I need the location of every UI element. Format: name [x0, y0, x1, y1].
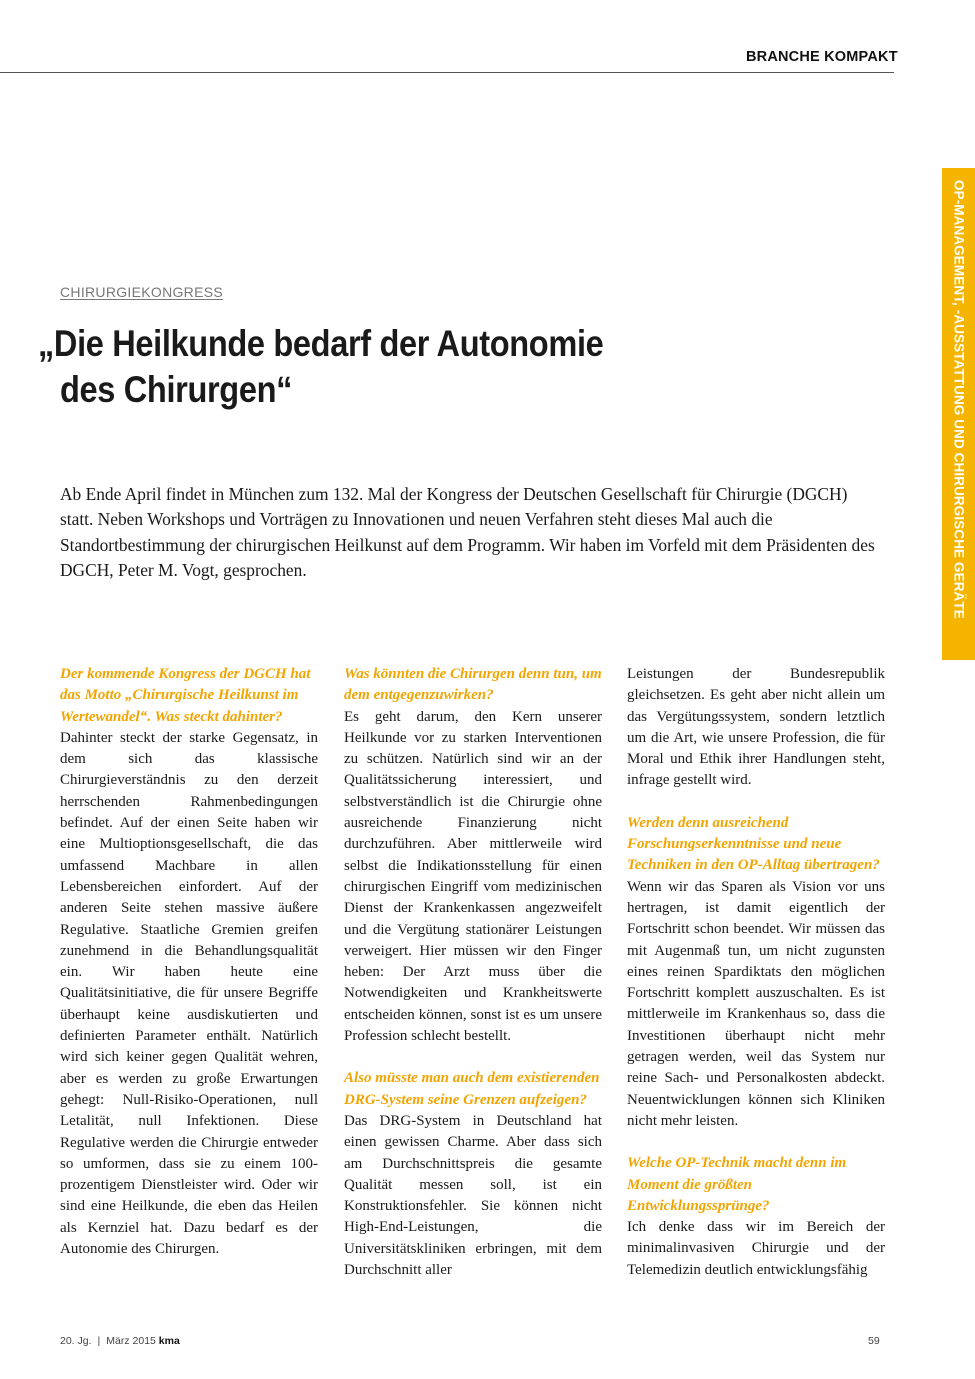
- text-column-2: [344, 664, 602, 1281]
- interview-answer: Es geht darum, den Kern unserer Heilkunde vor zu starken Interventionen zu schützen. Natürlich sind wir an der Qualitätssicherung interessiert, und selbstverständlich ist die Chirurgie ohne ausreichende Finanzierung nicht durchzuführen. Aber mittlerweile wird selbst die Indikationsstellung für einen chirurgischen Eingriff vom medizinischen Dienst der Krankenkassen angezweifelt und die Vergütung stationärer Leistungen verweigert. Hier müssen wir den Finger heben: Der Arzt muss über die Notwendigkeiten und Krankheitswerte entscheiden können, sonst ist es um unsere Profession schlecht bestellt.: [344, 708, 602, 1045]
- footer-info: [60, 1335, 180, 1347]
- side-tab-label: OP-MANAGEMENT, -AUSSTATTUNG UND CHIRURGISCHE GERÄTE: [951, 180, 967, 619]
- interview-question: Werden denn ausreichend Forschungserkenntnisse und neue Techniken in den OP-Alltag übertragen?: [627, 814, 880, 874]
- interview-answer: Dahinter steckt der starke Gegensatz, in dem sich das klassische Chirurgieverständnis zu den derzeit herrschenden Rahmenbedingungen befindet. Auf der einen Seite haben wir eine Multioptionsgesellschaft, die das umfassend Machbare in allen Lebensbereichen einfordert. Auf der anderen Seite stehen massive äußere Regulative. Staatliche Gremien greifen zunehmend in die Behandlungsqualität ein. Wir haben heute eine Qualitätsinitiative, die für unsere Begriffe überhaupt keine ausdiskutierten und definierten Parameter enthält. Natürlich wird sich keiner gegen Qualität wehren, aber es werden zu große Erwartungen gehegt: Null-Risiko-Operationen, null Letalität, null Infektionen. Diese Regulative werden die Chirurgie entweder so umformen, dass sie zu einem 100-prozentigem Dienstleister wird. Oder wir sind eine Heilkunde, die eben das Heilen als Kernziel hat. Dazu bedarf es der Autonomie des Chirurgen.: [60, 729, 318, 1258]
- interview-answer: Das DRG-System in Deutschland hat einen gewissen Charme. Aber dass sich am Durchschnittspreis die gesamte Qualität messen soll, ist ein Konstruktionsfehler. Sie können nicht High-End-Leistungen, die Universitätskliniken erbringen, mit dem Durchschnitt aller: [344, 1112, 602, 1279]
- text-column-1: [60, 664, 318, 1260]
- interview-answer: Ich denke dass wir im Bereich der minimalinvasiven Chirurgie und der Telemedizin deutlich entwicklungsfähig: [627, 1219, 885, 1278]
- footer-brand: kma: [158, 1335, 180, 1347]
- article-kicker: CHIRURGIEKONGRESS: [60, 284, 224, 300]
- headline-line-1: „Die Heilkunde bedarf der Autonomie: [38, 323, 604, 364]
- footer-volume: 20. Jg.: [60, 1335, 92, 1347]
- footer-separator: |: [97, 1335, 101, 1347]
- headline-line-2: des Chirurgen“: [60, 369, 293, 410]
- side-tab: [942, 168, 975, 660]
- interview-question: Welche OP-Technik macht denn im Moment die größten Entwicklungssprünge?: [627, 1155, 847, 1214]
- page-number: 59: [868, 1335, 880, 1347]
- interview-question: Also müsste man auch dem existierenden DRG-System seine Grenzen aufzeigen?: [344, 1070, 600, 1108]
- article-headline: [38, 321, 760, 413]
- interview-question: Der kommende Kongress der DGCH hat das Motto „Chirurgische Heilkunst im Wertewandel“. Was steckt dahinter?: [60, 666, 311, 725]
- text-column-3: [627, 664, 885, 1281]
- article-intro: Ab Ende April findet in München zum 132. Mal der Kongress der Deutschen Gesellschaft für Chirurgie (DGCH) statt. Neben Workshops und Vorträgen zu Innovationen und neuen Verfahren steht dieses Mal auch die Standortbestimmung der chirurgischen Heilkunst auf dem Programm. Wir haben im Vorfeld mit dem Präsidenten des DGCH, Peter M. Vogt, gesprochen.: [60, 484, 875, 580]
- footer-issue: März 2015: [106, 1335, 156, 1347]
- interview-answer: Leistungen der Bundesrepublik gleichsetzen. Es geht aber nicht allein um das Vergütungssystem, sondern letztlich um die Art, wie unsere Profession, die für Moral und Ethik ihrer Handlungen steht, infrage gestellt wird.: [627, 666, 885, 789]
- header-rule: [0, 72, 894, 73]
- section-label: BRANCHE KOMPAKT: [746, 49, 898, 65]
- interview-answer: Wenn wir das Sparen als Vision vor uns hertragen, ist damit eigentlich der Fortschritt schon beendet. Wir müssen das mit Augenmaß tun, um nicht zugunsten eines reinen Spardiktats den möglichen Fortschritt komplett auszuschalten. Es ist mittlerweile im Krankenhaus so, dass die Investitionen überhaupt nicht mehr getragen werden, weil das System nur reine Sach- und Personalkosten abdeckt. Neuentwicklungen können sich Kliniken nicht mehr leisten.: [627, 878, 885, 1129]
- interview-question: Was könnten die Chirurgen denn tun, um dem entgegenzuwirken?: [344, 666, 602, 704]
